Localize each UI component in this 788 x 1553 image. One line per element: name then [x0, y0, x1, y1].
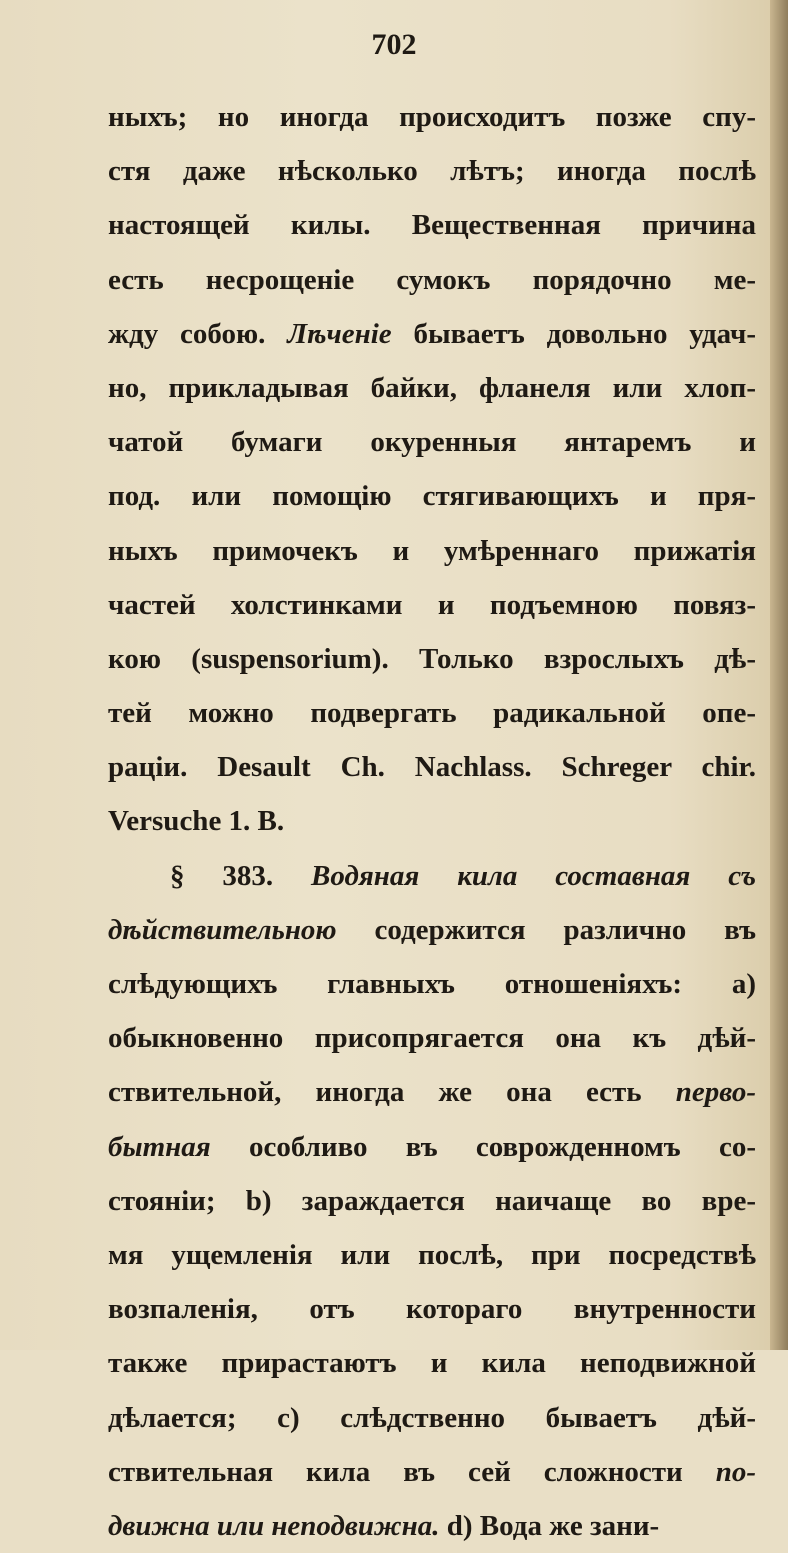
- text-line: [108, 903, 756, 957]
- page-number: 702: [371, 28, 417, 61]
- italic-text: Лѣченіе: [287, 317, 392, 350]
- text-segment: кою (suspensorium). Только взрослыхъ дѣ-: [108, 642, 756, 675]
- text-segment: возпаленія, отъ котораго внутренности: [108, 1293, 756, 1326]
- text-segment: бываетъ довольно удач-: [391, 317, 756, 350]
- text-line: [108, 1011, 756, 1065]
- text-line: [108, 361, 756, 415]
- text-line: [108, 740, 756, 794]
- text-segment: жду собою.: [108, 317, 288, 350]
- text-segment: тей можно подвергать радикальной опе-: [108, 697, 756, 730]
- text-segment: Versuche 1. B.: [108, 805, 285, 838]
- italic-text: по-: [715, 1455, 756, 1488]
- text-line: [108, 1120, 756, 1174]
- text-line: [108, 415, 756, 469]
- italic-text: бытная: [108, 1130, 211, 1163]
- text-line: [108, 524, 756, 578]
- text-segment: стояніи; b) зараждается наичаще во вре-: [108, 1184, 756, 1217]
- page-edge-shadow: [770, 0, 788, 1350]
- text-line: [108, 90, 756, 144]
- text-line: [108, 1282, 756, 1336]
- text-line: [108, 632, 756, 686]
- text-line: [108, 686, 756, 740]
- text-segment: ныхъ примочекъ и умѣреннаго прижатія: [108, 534, 756, 567]
- text-segment: ныхъ; но иногда происходитъ позже спу-: [108, 101, 756, 133]
- italic-text: движна или неподвижна.: [108, 1509, 440, 1542]
- text-segment: дѣлается; c) слѣдственно бываетъ дѣй-: [108, 1401, 756, 1434]
- text-line: [108, 794, 756, 848]
- italic-text: Водяная кила составная съ: [311, 859, 756, 892]
- text-segment: d) Вода же зани-: [439, 1509, 660, 1542]
- text-line: [108, 1391, 756, 1445]
- text-line: [108, 307, 756, 361]
- italic-text: дѣйствительною: [108, 913, 337, 946]
- body-text: [108, 90, 756, 1553]
- text-segment: особливо въ соврожденномъ со-: [210, 1130, 756, 1163]
- italic-text: перво-: [675, 1076, 756, 1109]
- text-line: [108, 1228, 756, 1282]
- text-segment: частей холстинками и подъемною повяз-: [108, 588, 756, 621]
- text-segment: обыкновенно присопрягается она къ дѣй-: [108, 1022, 756, 1055]
- text-line: [108, 469, 756, 523]
- text-segment: мя ущемленія или послѣ, при посредствѣ: [108, 1238, 756, 1271]
- text-segment: ствительной, иногда же она есть: [108, 1076, 676, 1109]
- text-line: [108, 144, 756, 198]
- text-line: [108, 1499, 756, 1553]
- text-segment: есть несрощеніе сумокъ порядочно ме-: [108, 263, 756, 296]
- text-segment: настоящей килы. Вещественная причина: [108, 209, 756, 242]
- text-segment: § 383.: [170, 859, 311, 892]
- text-line: [108, 1445, 756, 1499]
- text-segment: содержится различно въ: [336, 913, 756, 946]
- text-segment: чатой бумаги окуренныя янтаремъ и: [108, 426, 756, 459]
- text-line: [108, 1174, 756, 1228]
- text-line: [108, 253, 756, 307]
- text-line: [108, 849, 756, 903]
- text-line: [108, 1065, 756, 1119]
- text-segment: также прирастаютъ и кила неподвижной: [108, 1347, 756, 1380]
- text-line: [108, 957, 756, 1011]
- text-segment: ствительная кила въ сей сложности: [108, 1455, 716, 1488]
- text-line: [108, 198, 756, 252]
- text-line: [108, 578, 756, 632]
- text-segment: слѣдующихъ главныхъ отношеніяхъ: a): [108, 968, 756, 1000]
- text-segment: раціи. Desault Ch. Nachlass. Schreger chir.: [108, 751, 756, 784]
- text-segment: под. или помощію стягивающихъ и пря-: [108, 480, 756, 513]
- text-line: [108, 1336, 756, 1390]
- text-segment: но, прикладывая байки, фланеля или хлоп-: [108, 371, 756, 404]
- text-segment: стя даже нѣсколько лѣтъ; иногда послѣ: [108, 155, 756, 188]
